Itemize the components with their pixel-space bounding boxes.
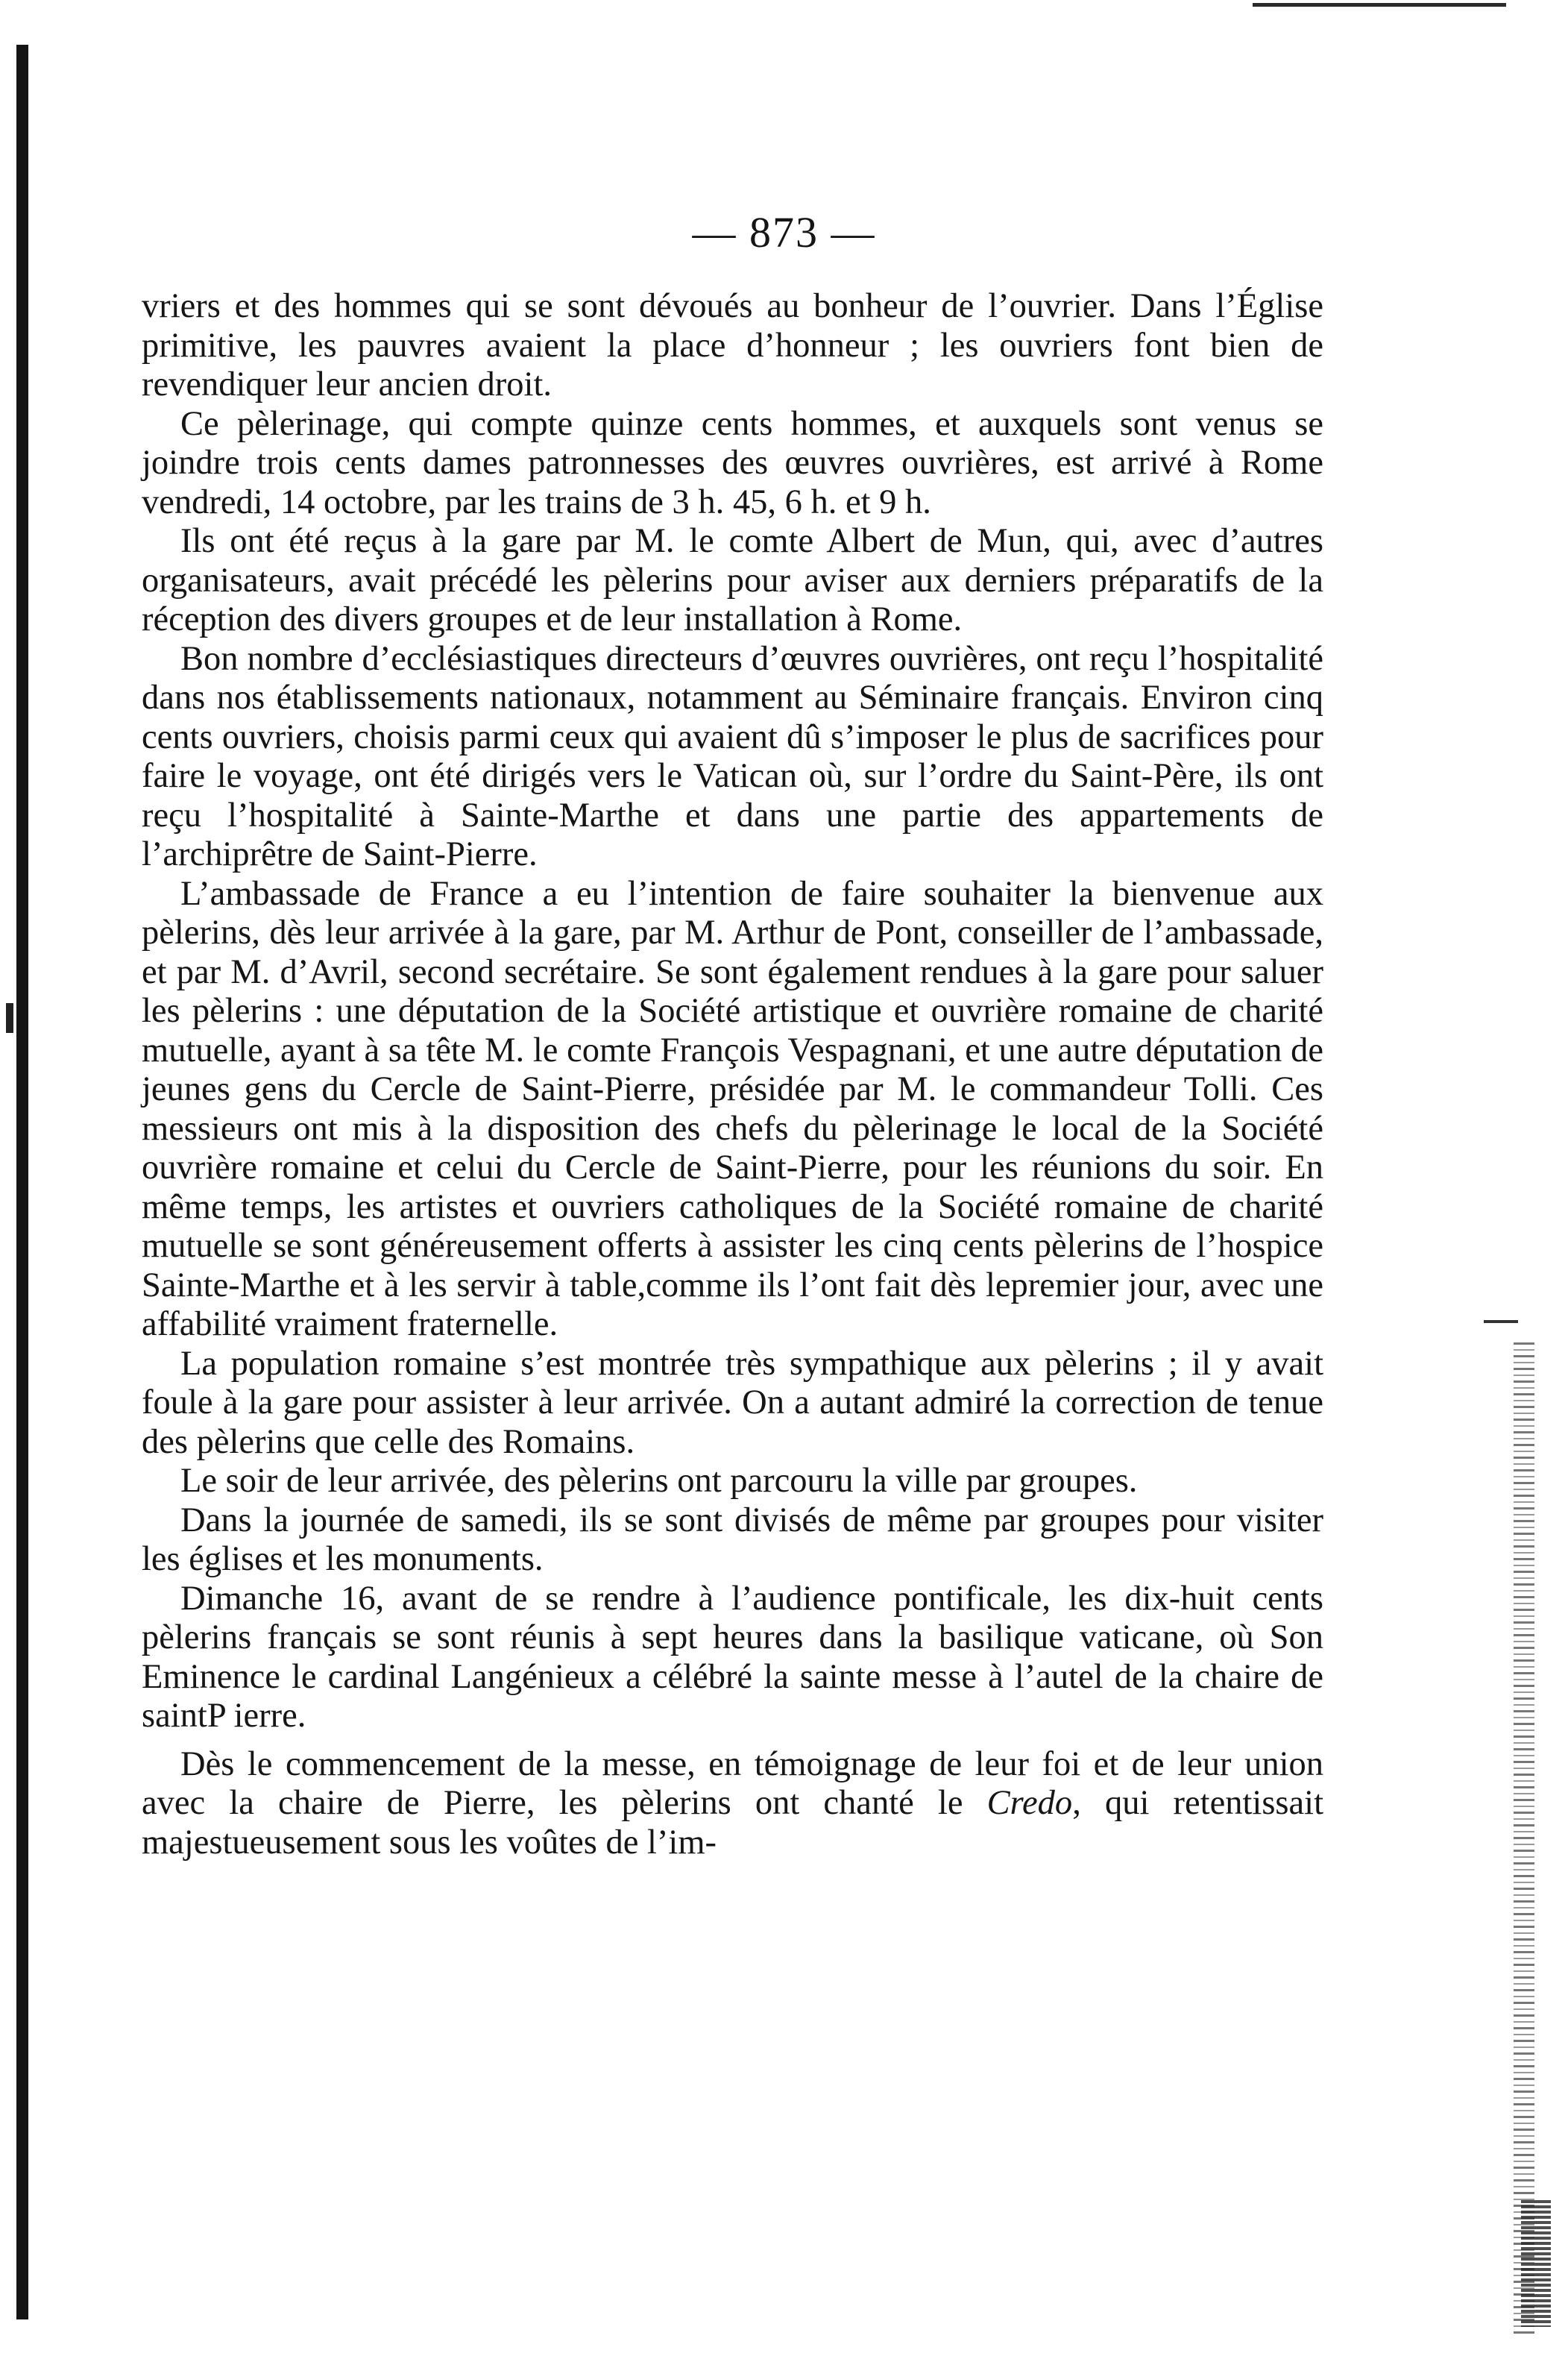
paragraph: Bon nombre d’ecclésiastiques directeurs d’œuvres ouvrières, ont reçu l’hospitalité dans nos établissements nationaux, notamment au Séminaire français. Environ cinq cents ouvriers, choisis parmi ceux qui avaient dû s’imposer le plus de sacrifices pour faire le voyage, ont été dirigés vers le Vatican où, sur l’ordre du Saint-Père, ils ont reçu l’hospitalité à Sainte-Marthe et dans une partie des appartements de l’archiprêtre de Saint-Pierre.: [142, 639, 1323, 873]
paragraph: Ce pèlerinage, qui compte quinze cents hommes, et auxquels sont venus se joindre trois cents dames patronnesses des œuvres ouvrières, est arrivé à Rome vendredi, 14 octobre, par les trains de 3 h. 45, 6 h. et 9 h.: [142, 404, 1323, 521]
scan-border-left-notch: [6, 1003, 13, 1033]
paragraph: Dans la journée de samedi, ils se sont divisés de même par groupes pour visiter les églises et les monuments.: [142, 1501, 1323, 1578]
scan-border-left: [16, 45, 28, 2319]
credo-italic: Credo: [986, 1784, 1073, 1822]
paragraph: Ils ont été reçus à la gare par M. le comte Albert de Mun, qui, avec d’autres organisateurs, avait précédé les pèlerins pour aviser aux derniers préparatifs de la réception des divers groupes et de leur installation à Rome.: [142, 522, 1323, 638]
page-number: — 873 —: [692, 208, 876, 257]
paragraph-final: [142, 1745, 1323, 1863]
body-text: [142, 287, 1323, 1862]
margin-mark: [1484, 1320, 1518, 1323]
paragraph: L’ambassade de France a eu l’intention de faire souhaiter la bienvenue aux pèlerins, dès leur arrivée à la gare, par M. Arthur de Pont, conseiller de l’ambassade, et par M. d’Avril, second secrétaire. Se sont également rendues à la gare pour saluer les pèlerins : une députation de la Société artistique et ouvrière romaine de charité mutuelle, ayant à sa tête M. le comte François Vespagnani, et une autre députation de jeunes gens du Cercle de Saint-Pierre, présidée par M. le commandeur Tolli. Ces messieurs ont mis à la disposition des chefs du pèlerinage le local de la Société ouvrière romaine et celui du Cercle de Saint-Pierre, pour les réunions du soir. En même temps, les artistes et ouvriers catholiques de la Société romaine de charité mutuelle se sont généreusement offerts à assister les cinq cents pèlerins de l’hospice Sainte-Marthe et à les servir à table,comme ils l’ont fait dès lepremier jour, avec une affabilité vraiment fraternelle.: [142, 874, 1323, 1343]
paragraph: Le soir de leur arrivée, des pèlerins ont parcouru la ville par groupes.: [180, 1462, 1138, 1500]
paragraph: vriers et des hommes qui se sont dévoués au bonheur de l’ouvrier. Dans l’Église primitive, les pauvres avaient la place d’honneur ; les ouvriers font bien de revendiquer leur ancien droit.: [142, 287, 1323, 403]
paragraph: Dimanche 16, avant de se rendre à l’audience pontificale, les dix-huit cents pèlerins français se sont réunis à sept heures dans la basilique vaticane, où Son Eminence le cardinal Langénieux a célébré la sainte messe à l’autel de la chaire de saintP ierre.: [142, 1579, 1323, 1735]
scan-border-right: [1514, 1342, 1534, 2334]
scan-border-top: [1253, 3, 1506, 7]
paragraph: La population romaine s’est montrée très sympathique aux pèlerins ; il y avait foule à la gare pour assister à leur arrivée. On a autant admiré la correction de tenue des pèlerins que celle des Romains.: [142, 1344, 1323, 1461]
scan-border-right-base: [1521, 2200, 1551, 2327]
final-text-before: Dès le commencement de la messe, en témoignage de leur foi et de leur union avec la chaire de Pierre, les pèlerins ont chanté le: [142, 1744, 1323, 1822]
final-text-after: , qui retentissait majestueusement sous les voûtes de l’im-: [142, 1784, 1323, 1862]
